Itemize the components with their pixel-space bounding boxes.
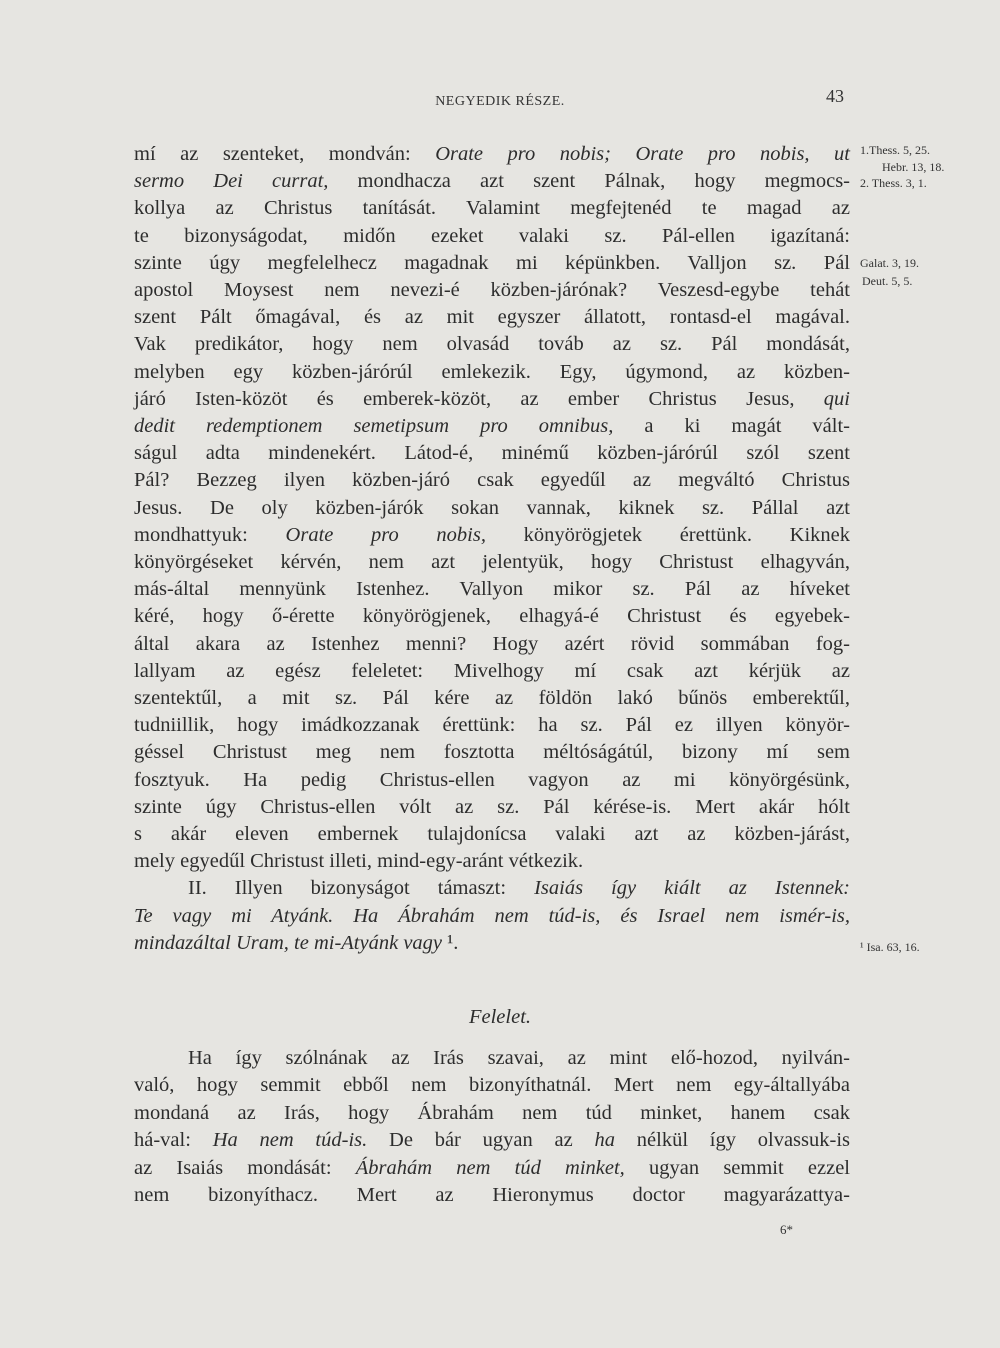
running-head: NEGYEDIK RÉSZE.: [435, 94, 565, 109]
text-span: szinte úgy megfelelhecz magadnak mi képünkben. Valljon sz. Pál: [134, 251, 850, 274]
text-span: Ha így szólnának az Irás szavai, az mint elő-hozod, nyilván-: [188, 1047, 850, 1069]
text-span: fosztyuk. Ha pedig Christus-ellen vagyon az mi könyörgésünk,: [134, 768, 850, 791]
text-span: nélkül így olvassuk-is: [615, 1129, 850, 1152]
italic-span: Te vagy mi Atyánk. Ha Ábrahám nem túd-is, és Israel nem ismér-is,: [134, 904, 850, 927]
text-line: [134, 739, 850, 765]
margin-note: ¹ Isa. 63, 16.: [860, 940, 920, 954]
text-span: De bár ugyan az: [367, 1129, 595, 1152]
text-line: [134, 903, 850, 929]
text-span: mondhacza azt szent Pálnak, hogy megmocs-: [328, 170, 851, 193]
text-line: [134, 658, 850, 684]
text-span: géssel Christust meg nem fosztotta méltóságátúl, bizony mí sem: [134, 741, 850, 764]
text-span: könyörgéseket kérvén, nem azt jelentyük, hogy Christust elhagyván,: [134, 551, 850, 573]
margin-note: Hebr. 13, 18.: [882, 160, 945, 174]
italic-span: qui: [823, 387, 850, 410]
text-line: [134, 413, 850, 439]
text-line: [134, 821, 850, 847]
text-line: [134, 1045, 850, 1071]
italic-span: ha: [594, 1129, 615, 1152]
text-span: könyörögjetek érettünk. Kiknek: [485, 523, 851, 546]
page-number: 43: [826, 86, 844, 106]
text-span: há-val:: [134, 1129, 213, 1152]
text-line: [134, 277, 850, 303]
text-span: ugyan semmit ezzel: [624, 1156, 850, 1179]
text-line: [134, 875, 850, 901]
text-line: [134, 712, 850, 738]
italic-span: mindazáltal Uram, te mi-Atyánk vagy: [134, 931, 443, 954]
text-line: [134, 767, 850, 793]
text-line: [134, 467, 850, 493]
text-line: [134, 930, 850, 956]
text-line: [134, 794, 850, 820]
text-span: te bizonyságodat, midőn ezeket valaki sz. Pál-ellen igazítaná:: [134, 224, 850, 247]
italic-span: Ha nem túd-is.: [212, 1129, 368, 1152]
text-span: kollya az Christus tanítását. Valamint megfejtenéd te magad az: [134, 197, 850, 220]
text-line: [134, 549, 850, 575]
text-span: ságul adta mindenekért. Látod-é, minémű közben-járórúl szól szent: [134, 442, 850, 465]
text-line: [134, 1155, 850, 1181]
text-line: [134, 495, 850, 521]
text-line: [134, 141, 850, 167]
italic-span: Isaiás így kiált az Istennek:: [534, 877, 850, 900]
text-span: s akár eleven embernek tulajdonícsa valaki azt az közben-járást,: [134, 823, 850, 845]
text-span: való, hogy semmit ebből nem bizonyíthatnál. Mert nem egy-általlyába: [134, 1074, 850, 1097]
italic-span: Orate pro nobis,: [285, 523, 486, 546]
section-heading: Felelet.: [468, 1006, 532, 1028]
text-span: tudniillik, hogy imádkozzanak érettünk: ha sz. Pál ez illyen könyör-: [134, 714, 850, 737]
text-line: [134, 522, 850, 548]
text-line: [134, 223, 850, 249]
text-span: ¹.: [442, 931, 459, 954]
text-line: [134, 603, 850, 629]
text-line: [134, 685, 850, 711]
margin-note: 1.Thess. 5, 25.: [860, 143, 930, 157]
text-span: nem bizonyíthacz. Mert az Hieronymus doctor magyarázattya-: [134, 1184, 850, 1206]
text-span: apostol Moysest nem nevezi-é közben-járónak? Veszesd-egybe tehát: [134, 279, 850, 301]
text-span: II. Illyen bizonyságot támaszt:: [188, 877, 535, 900]
text-span: a ki magát vált-: [613, 415, 850, 437]
text-line: [134, 168, 850, 194]
text-line: [134, 440, 850, 466]
text-span: szent Pált őmagával, és az mit egyszer állatott, rontasd-el magával.: [134, 306, 850, 329]
margin-note: Galat. 3, 19.: [860, 256, 919, 270]
italic-span: dedit redemptionem semetipsum pro omnibus,: [134, 415, 614, 437]
text-span: szentektűl, a mit sz. Pál kére az földön lakó bűnös emberektűl,: [134, 687, 850, 709]
text-span: által akara az Istenhez menni? Hogy azért rövid sommában fog-: [134, 632, 850, 655]
text-line: [134, 1127, 850, 1153]
text-line: [134, 195, 850, 221]
text-span: az Isaiás mondását:: [134, 1156, 356, 1179]
text-span: Jesus. De oly közben-járók sokan vannak, kiknek sz. Pállal azt: [134, 496, 850, 519]
text-line: [134, 631, 850, 657]
text-line: [134, 386, 850, 412]
text-line: [134, 848, 850, 874]
text-span: mely egyedűl Christust illeti, mind-egy-aránt vétkezik.: [134, 850, 584, 873]
margin-note: 2. Thess. 3, 1.: [860, 176, 927, 190]
text-span: melyben egy közben-járórúl emlekezik. Egy, úgymond, az közben-: [134, 360, 850, 383]
italic-span: Orate pro nobis; Orate pro nobis, ut: [435, 143, 850, 165]
text-line: [134, 1100, 850, 1126]
italic-span: Ábrahám nem túd minket,: [355, 1156, 625, 1179]
text-span: mondaná az Irás, hogy Ábrahám nem túd minket, hanem csak: [134, 1101, 850, 1124]
signature-mark: 6*: [780, 1222, 793, 1237]
text-line: [134, 1182, 850, 1208]
text-line: [134, 576, 850, 602]
text-line: [134, 304, 850, 330]
text-span: szinte úgy Christus-ellen vólt az sz. Pál kérése-is. Mert akár hólt: [134, 795, 850, 818]
italic-span: sermo Dei currat,: [134, 170, 329, 193]
text-span: Vak predikátor, hogy nem olvasád továb az sz. Pál mondását,: [134, 333, 850, 356]
text-span: mí az szenteket, mondván:: [134, 143, 436, 165]
text-span: mondhattyuk:: [134, 523, 286, 546]
text-span: járó Isten-közöt és emberek-közöt, az ember Christus Jesus,: [134, 387, 824, 410]
text-span: lallyam az egész feleletet: Mivelhogy mí csak azt kérjük az: [134, 659, 850, 682]
text-line: [134, 250, 850, 276]
text-line: [134, 331, 850, 357]
text-span: Pál? Bezzeg ilyen közben-járó csak egyedűl az megváltó Christus: [134, 469, 850, 492]
text-line: [134, 359, 850, 385]
text-span: más-által mennyünk Istenhez. Vallyon mikor sz. Pál az híveket: [134, 578, 850, 601]
text-line: [134, 1072, 850, 1098]
text-span: kéré, hogy ő-érette könyörögjenek, elhagyá-é Christust és egyebek-: [134, 605, 850, 628]
margin-note: Deut. 5, 5.: [862, 274, 913, 288]
